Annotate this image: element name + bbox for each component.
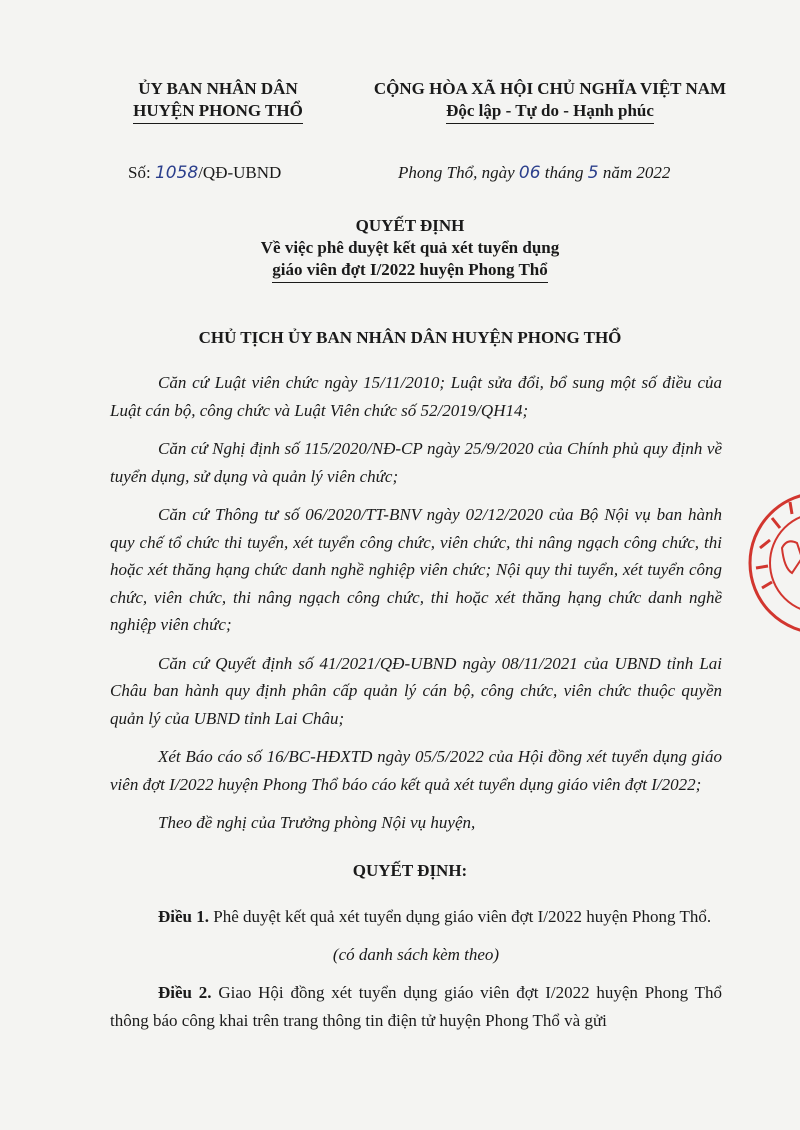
country-name: CỘNG HÒA XÃ HỘI CHỦ NGHĨA VIỆT NAM — [373, 79, 727, 98]
preamble-paragraph: Căn cứ Luật viên chức ngày 15/11/2010; Luật sửa đổi, bổ sung một số điều của Luật cán bộ, công chức và Luật Viên chức số 52/2019/QH14; — [110, 373, 722, 420]
preamble-paragraph: Căn cứ Nghị định số 115/2020/NĐ-CP ngày 25/9/2020 của Chính phủ quy định về tuyển dụng, sử dụng và quản lý viên chức; — [110, 439, 722, 486]
authority-heading: CHỦ TỊCH ỦY BAN NHÂN DÂN HUYỆN PHONG THỔ — [198, 328, 622, 347]
motto: Độc lập - Tự do - Hạnh phúc — [446, 100, 654, 124]
preamble-paragraph: Theo đề nghị của Trưởng phòng Nội vụ huyện, — [158, 813, 476, 832]
title-line-1: QUYẾT ĐỊNH — [355, 216, 465, 235]
document-date: Phong Thổ, ngày 06 tháng 5 năm 2022 — [398, 163, 671, 183]
authority-line-1: ỦY BAN NHÂN DÂN — [138, 79, 298, 98]
attached-list-note: (có danh sách kèm theo) — [332, 945, 500, 964]
authority-line-2: HUYỆN PHONG THỔ — [133, 100, 303, 124]
handwritten-number: 1058 — [154, 163, 199, 183]
preamble-paragraph: Xét Báo cáo số 16/BC-HĐXTD ngày 05/5/2022 của Hội đồng xét tuyển dụng giáo viên đợt I/2022 huyện Phong Thổ báo cáo kết quả xét tuyển dụng giáo viên đợt I/2022; — [110, 747, 722, 794]
article-2: Điều 2. Giao Hội đồng xét tuyển dụng giáo viên đợt I/2022 huyện Phong Thổ thông báo công khai trên trang thông tin điện tử huyện Phong Thổ và gửi — [110, 983, 723, 1030]
title-line-3: giáo viên đợt I/2022 huyện Phong Thổ — [272, 259, 548, 283]
issuing-authority — [98, 78, 338, 124]
handwritten-month: 5 — [587, 163, 599, 183]
title-line-2: Về việc phê duyệt kết quả xét tuyển dụng — [260, 238, 560, 257]
document-number: Số: 1058/QĐ-UBND — [128, 163, 282, 183]
articles — [110, 903, 722, 1045]
red-seal-stamp — [742, 488, 800, 638]
national-motto — [360, 78, 740, 124]
preamble — [110, 369, 722, 848]
handwritten-day: 06 — [518, 163, 541, 183]
document-title — [150, 215, 670, 283]
preamble-paragraph: Căn cứ Quyết định số 41/2021/QĐ-UBND ngày 08/11/2021 của UBND tỉnh Lai Châu ban hành quy định phân cấp quản lý cán bộ, công chức, viên chức thuộc quyền quản lý của UBND tỉnh Lai Châu; — [110, 653, 722, 728]
article-1: Điều 1. Phê duyệt kết quả xét tuyển dụng giáo viên đợt I/2022 huyện Phong Thổ. — [158, 907, 712, 926]
preamble-paragraph: Căn cứ Thông tư số 06/2020/TT-BNV ngày 02/12/2020 của Bộ Nội vụ ban hành quy chế tổ chức thi tuyển, xét tuyển công chức, viên chức, thi nâng ngạch công chức, thi hoặc xét thăng hạng chức danh nghề nghiệp viên chức; Nội quy thi tuyển, xét tuyển công chức, viên chức, thi nâng ngạch công chức, thi hoặc xét thăng hạng chức danh nghề nghiệp viên chức; — [110, 505, 722, 634]
decision-heading: QUYẾT ĐỊNH: — [352, 861, 468, 880]
